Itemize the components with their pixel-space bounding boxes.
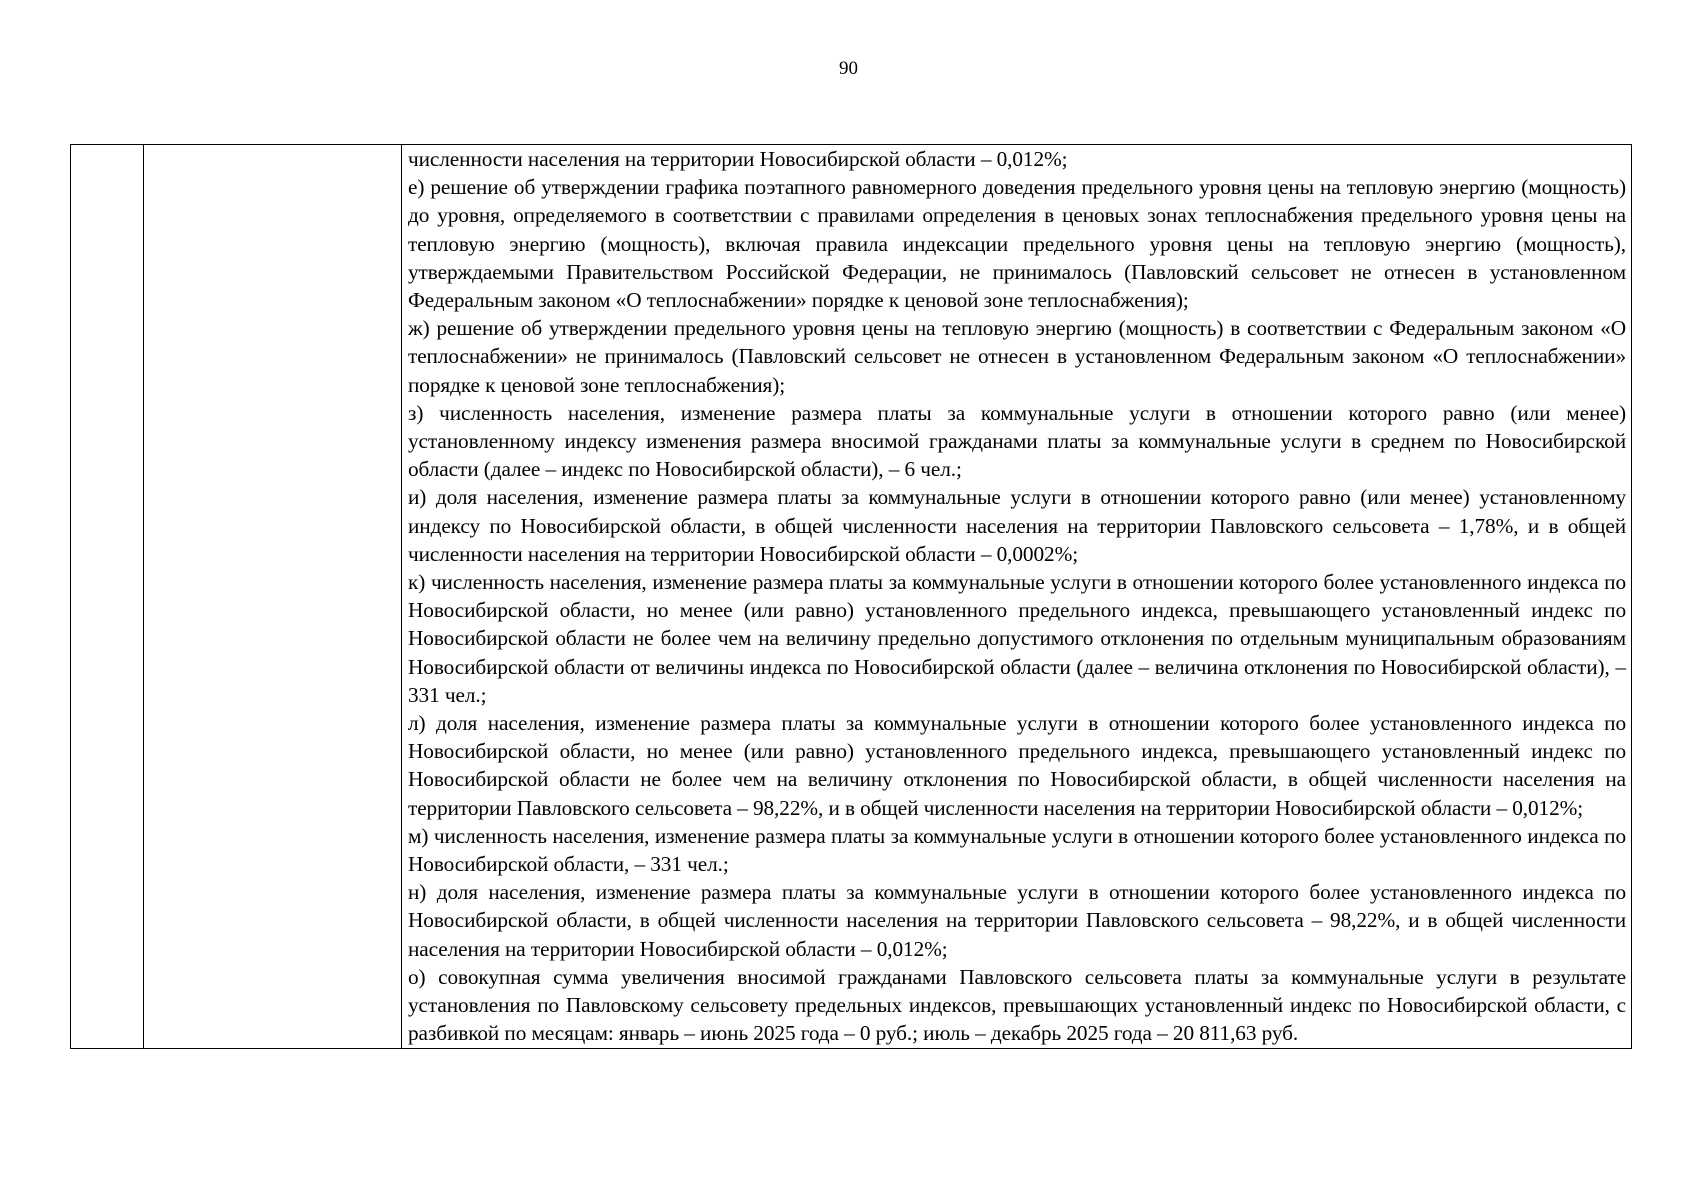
paragraph-zh: ж) решение об утверждении предельного уровня цены на тепловую энергию (мощность) в соответствии с Федеральным законом «О теплоснабжении» не принималось (Павловский сельсовет не отнесен в установленном Федеральным законом «О теплоснабжении» порядке к ценовой зоне теплоснабжения); [408, 316, 1626, 397]
paragraph-k: к) численность населения, изменение размера платы за коммунальные услуги в отношении которого более установленного индекса по Новосибирской области, но менее (или равно) установленного предельного индекса, превышающего установленный индекс по Новосибирской области не более чем на величину предельно допустимого отклонения по отдельным муниципальным образованиям Новосибирской области от величины индекса по Новосибирской области (далее – величина отклонения по Новосибирской области), – 331 чел.; [408, 570, 1626, 707]
paragraph-o: о) совокупная сумма увеличения вносимой гражданами Павловского сельсовета платы за коммунальные услуги в результате установления по Павловскому сельсовету предельных индексов, превышающих установленный индекс по Новосибирской области, с разбивкой по месяцам: январь – июнь 2025 года – 0 руб.; июль – декабрь 2025 года – 20 811,63 руб. [408, 964, 1626, 1046]
paragraph-continuation: численности населения на территории Новосибирской области – 0,012%; [408, 147, 1068, 171]
table-cell-number [71, 145, 144, 1049]
paragraph-m: м) численность населения, изменение размера платы за коммунальные услуги в отношении которого более установленного индекса по Новосибирской области, – 331 чел.; [408, 823, 1626, 877]
paragraph-z: з) численность населения, изменение размера платы за коммунальные услуги в отношении которого равно (или менее) установленному индексу изменения размера вносимой гражданами платы за коммунальные услуги в среднем по Новосибирской области (далее – индекс по Новосибирской области), – 6 чел.; [408, 400, 1626, 482]
paragraph-l: л) доля населения, изменение размера платы за коммунальные услуги в отношении которого более установленного индекса по Новосибирской области, но менее (или равно) установленного предельного индекса, превышающего установленный индекс по Новосибирской области не более чем на величину отклонения по Новосибирской области, в общей численности населения на территории Павловского сельсовета – 98,22%, и в общей численности населения на территории Новосибирской области – 0,012%; [408, 711, 1626, 820]
paragraph-e: е) решение об утверждении графика поэтапного равномерного доведения предельного уровня цены на тепловую энергию (мощность) до уровня, определяемого в соответствии с правилами определения в ценовых зонах теплоснабжения предельного уровня цены на тепловую энергию (мощность), включая правила индексации предельного уровня цены на тепловую энергию (мощность), утверждаемыми Правительством Российской Федерации, не принималось (Павловский сельсовет не отнесен в установленном Федеральным законом «О теплоснабжении» порядке к ценовой зоне теплоснабжения); [408, 175, 1626, 313]
page-number: 90 [839, 58, 858, 79]
content-table [70, 144, 1632, 1049]
table-cell-title [144, 145, 402, 1049]
table-row [71, 145, 1632, 1049]
paragraph-n: н) доля населения, изменение размера платы за коммунальные услуги в отношении которого более установленного индекса по Новосибирской области, в общей численности населения на территории Павловского сельсовета – 98,22%, и в общей численности населения на территории Новосибирской области – 0,012%; [408, 880, 1626, 961]
table-cell-content [402, 145, 1632, 1049]
paragraph-i: и) доля населения, изменение размера платы за коммунальные услуги в отношении которого равно (или менее) установленному индексу по Новосибирской области, в общей численности населения на территории Павловского сельсовета – 1,78%, и в общей численности населения на территории Новосибирской области – 0,0002%; [408, 485, 1626, 566]
